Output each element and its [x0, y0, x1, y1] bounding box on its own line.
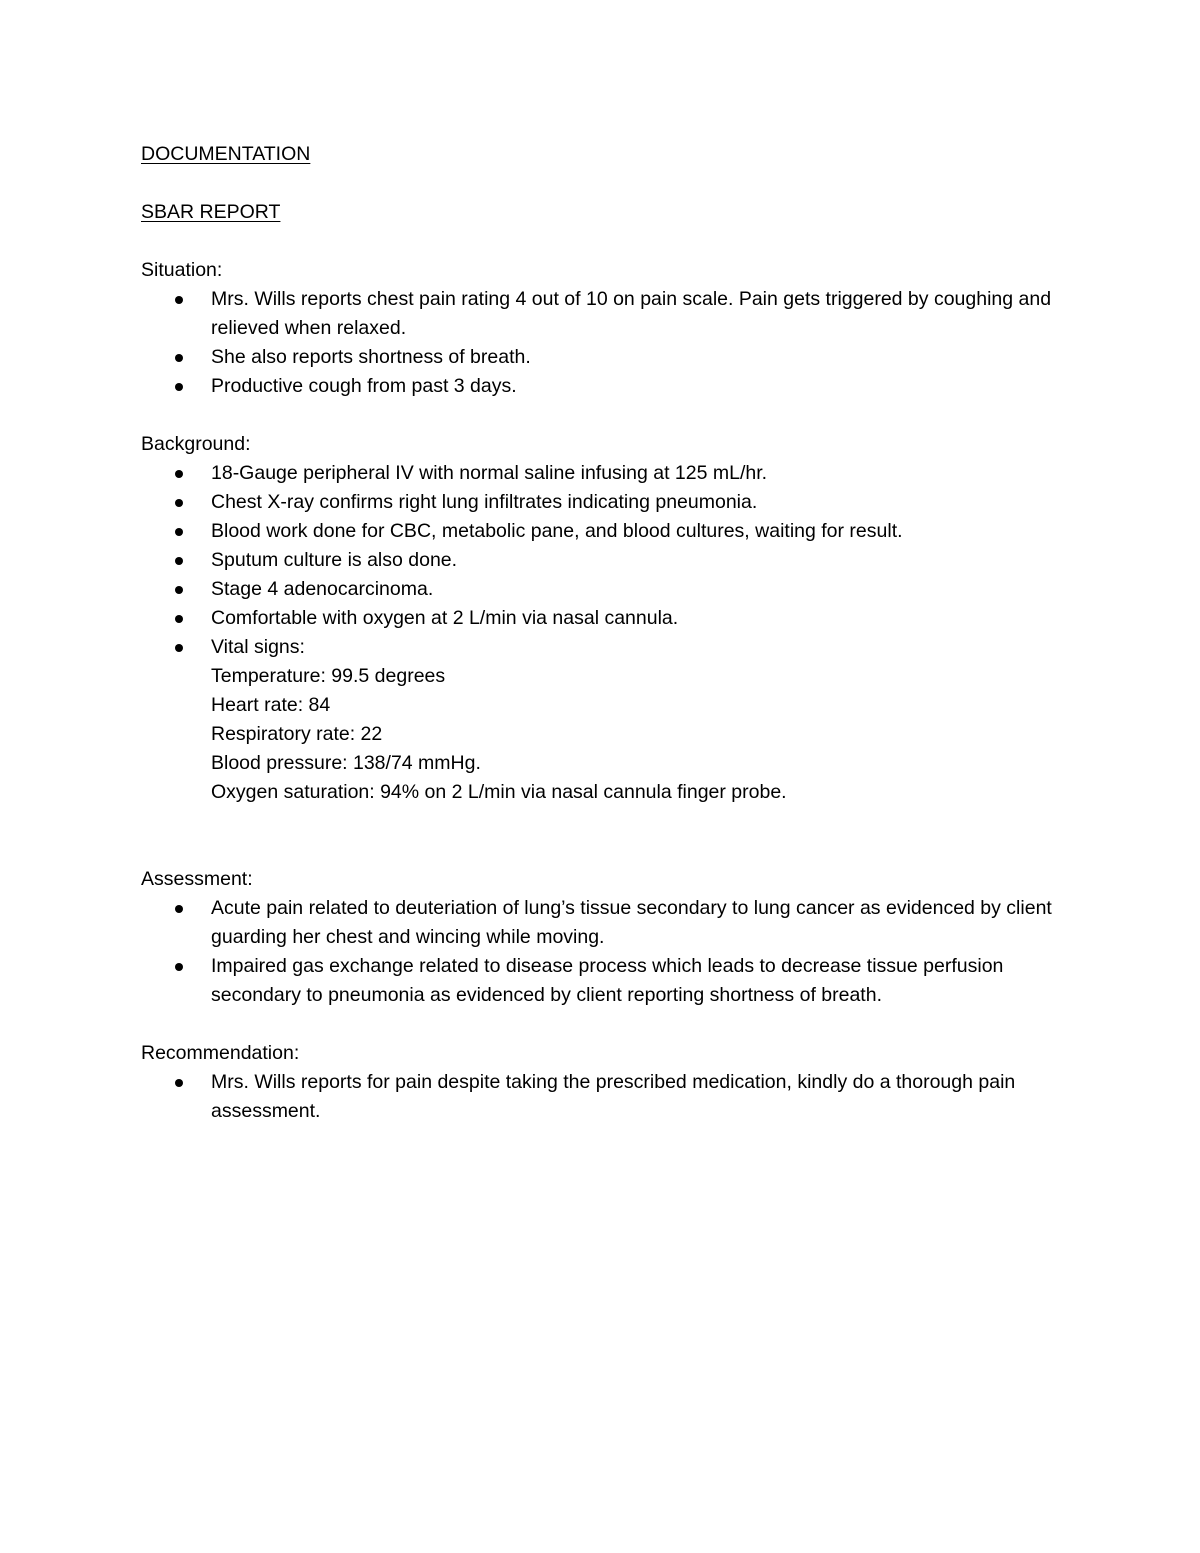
bullet-icon	[175, 586, 183, 594]
list-item: Stage 4 adenocarcinoma.	[141, 575, 1081, 604]
vital-blood-pressure: Blood pressure: 138/74 mmHg.	[211, 752, 481, 774]
list-item: Acute pain related to deuteriation of lung’s tissue secondary to lung cancer as evidenced by client guarding her chest and wincing while moving.	[141, 894, 1081, 952]
list-item: Mrs. Wills reports for pain despite taking the prescribed medication, kindly do a thorough pain assessment.	[141, 1068, 1081, 1126]
situation-list	[141, 285, 1081, 401]
assessment-list	[141, 894, 1081, 1010]
bullet-icon	[175, 296, 183, 304]
list-item: Blood work done for CBC, metabolic pane, and blood cultures, waiting for result.	[141, 517, 1081, 546]
recommendation-heading: Recommendation:	[141, 1042, 300, 1064]
vital-temperature: Temperature: 99.5 degrees	[211, 665, 446, 687]
bullet-icon	[175, 905, 183, 913]
bullet-icon	[175, 557, 183, 565]
bullet-icon	[175, 499, 183, 507]
list-item: Sputum culture is also done.	[141, 546, 1081, 575]
assessment-heading: Assessment:	[141, 868, 253, 890]
list-item: 18-Gauge peripheral IV with normal saline infusing at 125 mL/hr.	[141, 459, 1081, 488]
bullet-icon	[175, 383, 183, 391]
bullet-icon	[175, 615, 183, 623]
vital-respiratory-rate: Respiratory rate: 22	[211, 723, 383, 745]
document-title: DOCUMENTATION	[141, 143, 311, 165]
bullet-icon	[175, 470, 183, 478]
bullet-icon	[175, 644, 183, 652]
bullet-icon	[175, 354, 183, 362]
vital-heart-rate: Heart rate: 84	[211, 694, 331, 716]
situation-heading: Situation:	[141, 259, 223, 281]
list-item: Productive cough from past 3 days.	[141, 372, 1081, 401]
document-body	[141, 140, 1081, 1126]
report-subtitle: SBAR REPORT	[141, 201, 281, 223]
bullet-icon	[175, 528, 183, 536]
list-item: Impaired gas exchange related to disease process which leads to decrease tissue perfusion secondary to pneumonia as evidenced by client reporting shortness of breath.	[141, 952, 1081, 1010]
recommendation-list	[141, 1068, 1081, 1126]
vital-signs-item	[141, 633, 1081, 807]
vital-signs-label: Vital signs:	[211, 636, 305, 658]
list-item: Chest X-ray confirms right lung infiltrates indicating pneumonia.	[141, 488, 1081, 517]
list-item: She also reports shortness of breath.	[141, 343, 1081, 372]
list-item: Mrs. Wills reports chest pain rating 4 out of 10 on pain scale. Pain gets triggered by coughing and relieved when relaxed.	[141, 285, 1081, 343]
list-item: Comfortable with oxygen at 2 L/min via nasal cannula.	[141, 604, 1081, 633]
background-list	[141, 459, 1081, 807]
bullet-icon	[175, 963, 183, 971]
vital-oxygen-saturation: Oxygen saturation: 94% on 2 L/min via nasal cannula finger probe.	[211, 781, 787, 803]
background-heading: Background:	[141, 433, 251, 455]
bullet-icon	[175, 1079, 183, 1087]
